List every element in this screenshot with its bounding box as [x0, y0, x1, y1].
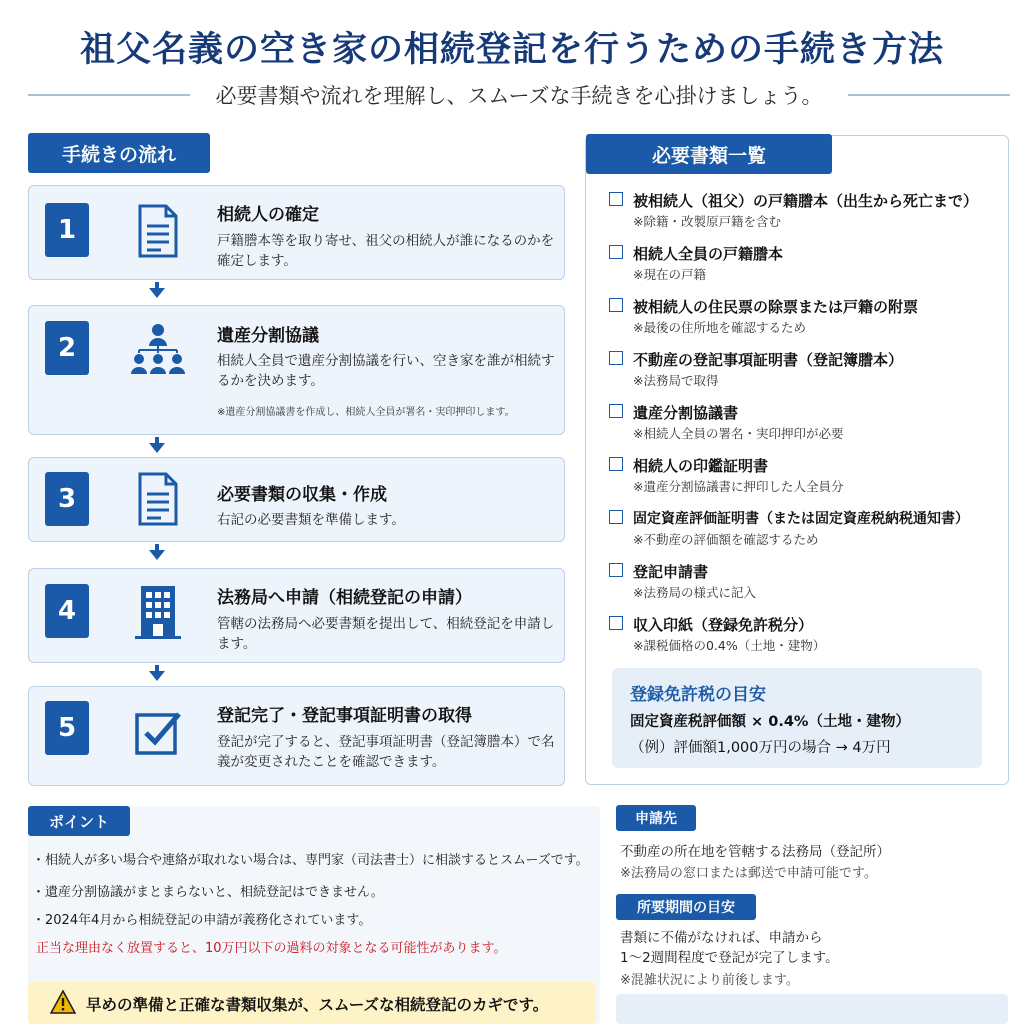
document-note: ※除籍・改製原戸籍を含む [633, 214, 781, 229]
tax-title: 登録免許税の目安 [630, 685, 766, 705]
callout-box [28, 982, 596, 1024]
document-note: ※法務局の様式に記入 [633, 585, 756, 600]
document-title: 被相続人の住民票の除票または戸籍の附票 [633, 298, 919, 316]
down-arrow-icon [149, 550, 165, 560]
checkbox[interactable] [609, 616, 623, 630]
flow-step-1 [28, 185, 565, 280]
document-title: 遺産分割協議書 [633, 404, 739, 422]
period-header: 所要期間の目安 [616, 894, 756, 920]
checkbox-checked-icon [127, 701, 189, 763]
point-item: ・2024年4月から相続登記の申請が義務化されています。 [32, 913, 372, 928]
flow-section-header: 手続きの流れ [28, 133, 210, 173]
checkbox[interactable] [609, 510, 623, 524]
flow-step-5 [28, 686, 565, 786]
document-title: 固定資産評価証明書（または固定資産税納税通知書） [633, 511, 969, 527]
document-title: 登記申請書 [633, 563, 709, 581]
penalty-warning: 正当な理由なく放置すると、10万円以下の過料の対象となる可能性があります。 [36, 941, 507, 956]
subtitle-left-rule [28, 94, 190, 96]
step-description: 相続人全員で遺産分割協議を行い、空き家を誰が相続するかを決めます。 [217, 353, 555, 389]
points-header: ポイント [28, 806, 130, 836]
document-title: 不動産の登記事項証明書（登記簿謄本） [633, 351, 904, 369]
down-arrow-icon [149, 288, 165, 298]
step-note: ※遺産分割協議書を作成し、相続人全員が署名・実印押印します。 [217, 407, 515, 418]
step-number: 4 [45, 584, 89, 638]
bottom-right-box [616, 994, 1008, 1024]
document-title: 収入印紙（登録免許税分） [633, 616, 814, 634]
step-title: 登記完了・登記事項証明書の取得 [217, 706, 472, 726]
warning-icon [50, 990, 76, 1018]
document-title: 相続人全員の戸籍謄本 [633, 245, 784, 263]
registration-tax-box [612, 668, 982, 768]
checkbox[interactable] [609, 563, 623, 577]
document-note: ※遺産分割協議書に押印した人全員分 [633, 479, 844, 494]
period-note: ※混雑状況により前後します。 [620, 973, 799, 988]
checkbox[interactable] [609, 192, 623, 206]
tax-formula: 固定資産税評価額 × 0.4%（土地・建物） [630, 714, 910, 730]
flow-step-3 [28, 457, 565, 542]
checkbox[interactable] [609, 404, 623, 418]
checkbox[interactable] [609, 457, 623, 471]
period-line-1: 書類に不備がなければ、申請から [620, 930, 823, 946]
document-note: ※法務局で取得 [633, 373, 719, 388]
document-note: ※現在の戸籍 [633, 267, 706, 282]
subtitle-row [28, 78, 1010, 112]
step-title: 遺産分割協議 [217, 326, 319, 346]
step-title: 必要書類の収集・作成 [217, 485, 387, 505]
document-note: ※相続人全員の署名・実印押印が必要 [633, 426, 844, 441]
apply-to-header: 申請先 [616, 805, 696, 831]
step-number: 1 [45, 203, 89, 257]
tax-example: （例）評価額1,000万円の場合 → 4万円 [630, 740, 891, 756]
step-title: 相続人の確定 [217, 205, 319, 225]
point-item: ・相続人が多い場合や連絡が取れない場合は、専門家（司法書士）に相談するとスムーズです。 [32, 853, 589, 868]
page-title: 祖父名義の空き家の相続登記を行うための手続き方法 [79, 30, 944, 70]
flow-step-4 [28, 568, 565, 663]
point-item: ・遺産分割協議がまとまらないと、相続登記はできません。 [32, 885, 384, 900]
apply-to-note: ※法務局の窓口または郵送で申請可能です。 [620, 866, 877, 881]
checkbox[interactable] [609, 245, 623, 259]
step-description: 右記の必要書類を準備します。 [217, 512, 405, 528]
flow-step-2 [28, 305, 565, 435]
down-arrow-icon [149, 443, 165, 453]
callout-text: 早めの準備と正確な書類収集が、スムーズな相続登記のカギです。 [86, 996, 549, 1014]
checkbox[interactable] [609, 298, 623, 312]
down-arrow-icon [149, 671, 165, 681]
step-description: 登記が完了すると、登記事項証明書（登記簿謄本）で名義が変更されたことを確認できます。 [217, 734, 555, 770]
document-note: ※課税価格の0.4%（土地・建物） [633, 638, 826, 653]
document-icon [127, 200, 189, 262]
step-number: 3 [45, 472, 89, 526]
document-title: 被相続人（祖父）の戸籍謄本（出生から死亡まで） [633, 192, 979, 210]
required-documents-header: 必要書類一覧 [586, 134, 832, 174]
document-note: ※最後の住所地を確認するため [633, 320, 806, 335]
period-line-2: 1〜2週間程度で登記が完了します。 [620, 950, 839, 966]
document-icon [127, 468, 189, 530]
step-number: 5 [45, 701, 89, 755]
step-description: 戸籍謄本等を取り寄せ、祖父の相続人が誰になるのかを確定します。 [217, 233, 555, 269]
step-number: 2 [45, 321, 89, 375]
page-subtitle: 必要書類や流れを理解し、スムーズな手続きを心掛けましょう。 [215, 84, 823, 108]
step-description: 管轄の法務局へ必要書類を提出して、相続登記を申請します。 [217, 616, 555, 652]
document-title: 相続人の印鑑証明書 [633, 457, 769, 475]
people-hierarchy-icon [127, 318, 189, 380]
checkbox[interactable] [609, 351, 623, 365]
building-icon [127, 581, 189, 643]
step-title: 法務局へ申請（相続登記の申請） [217, 588, 472, 608]
subtitle-right-rule [848, 94, 1010, 96]
document-note: ※不動産の評価額を確認するため [633, 532, 819, 547]
apply-to-text: 不動産の所在地を管轄する法務局（登記所） [620, 844, 890, 860]
